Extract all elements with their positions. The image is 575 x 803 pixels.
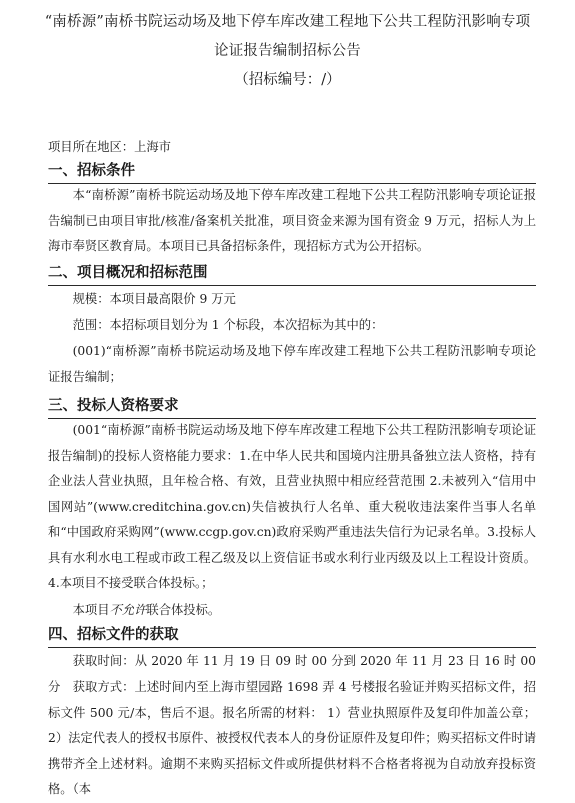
section-2-divider (48, 285, 536, 286)
tender-number: （招标编号：/） (234, 72, 341, 88)
project-location: 项目所在地区：上海市 (48, 140, 171, 154)
section-4-divider (48, 647, 536, 648)
section-2-scale: 规模：本项目最高限价 9 万元 (72, 292, 236, 306)
section-1-heading: 一、招标条件 (48, 163, 135, 179)
consortium-suffix: 联合体投标。 (146, 603, 221, 617)
section-4-method: 获取方式：上述时间内至上海市望园路 1698 弄 4 号楼报名验证并购买招标文件，招标文件 500 元/本，售后不退。报名所需的材料： 1）营业执照原件及复印件加盖公章；2）法定代表人的授权书原件、被授权代表本人的身份证原件及复印件；购买招标文件时请携带齐全上述材料。逾期不来购买招标文件或所提供材料不合格者将视为自动放弃投标资格。（本 (48, 680, 536, 796)
section-3-body: (001“南桥源”南桥书院运动场及地下停车库改建工程地下公共工程防汛影响专项论证报告编制)的投标人资格能力要求：1.在中华人民共和国境内注册具备独立法人资格，持有企业法人营业执照，且年检合格、有效，且营业执照中相应经营范围 2.未被列入“信用中国网站”(www.creditchina.gov.cn)失信被执行人名单、重大税收违法案件当事人名单和“中国政府采购网”(www.ccgp.gov.cn)政府采购严重违法失信行为记录名单。3.投标人具有水利水电工程或市政工程乙级及以上资信证书或水利行业丙级及以上工程设计资质。4.本项目不接受联合体投标。； (48, 423, 536, 590)
section-2-lot: (001)“南桥源”南桥书院运动场及地下停车库改建工程地下公共工程防汛影响专项论证报告编制； (48, 344, 536, 384)
section-2-heading: 二、项目概况和招标范围 (48, 265, 208, 281)
section-4-heading: 四、招标文件的获取 (48, 627, 179, 643)
consortium-prefix: 本项目 (72, 603, 110, 617)
consortium-emphasis: 不允许 (109, 603, 147, 617)
section-3-heading: 三、投标人资格要求 (48, 398, 179, 414)
document-title: “南桥源”南桥书院运动场及地下停车库改建工程地下公共工程防汛影响专项论证报告编制招标公告 (44, 14, 531, 59)
section-4-time: 获取时间：从 2020 年 11 月 19 日 09 时 00 分到 2020 年 11 月 23 日 16 时 00 分 (48, 654, 536, 694)
section-1-body: 本“南桥源”南桥书院运动场及地下停车库改建工程地下公共工程防汛影响专项论证报告编制已由项目审批/核准/备案机关批准，项目资金来源为国有资金 9 万元，招标人为上海市奉贤区教育局。本项目已具备招标条件，现招标方式为公开招标。 (48, 188, 536, 253)
section-2-scope: 范围：本招标项目划分为 1 个标段，本次招标为其中的： (72, 318, 384, 332)
consortium-note (48, 598, 536, 624)
